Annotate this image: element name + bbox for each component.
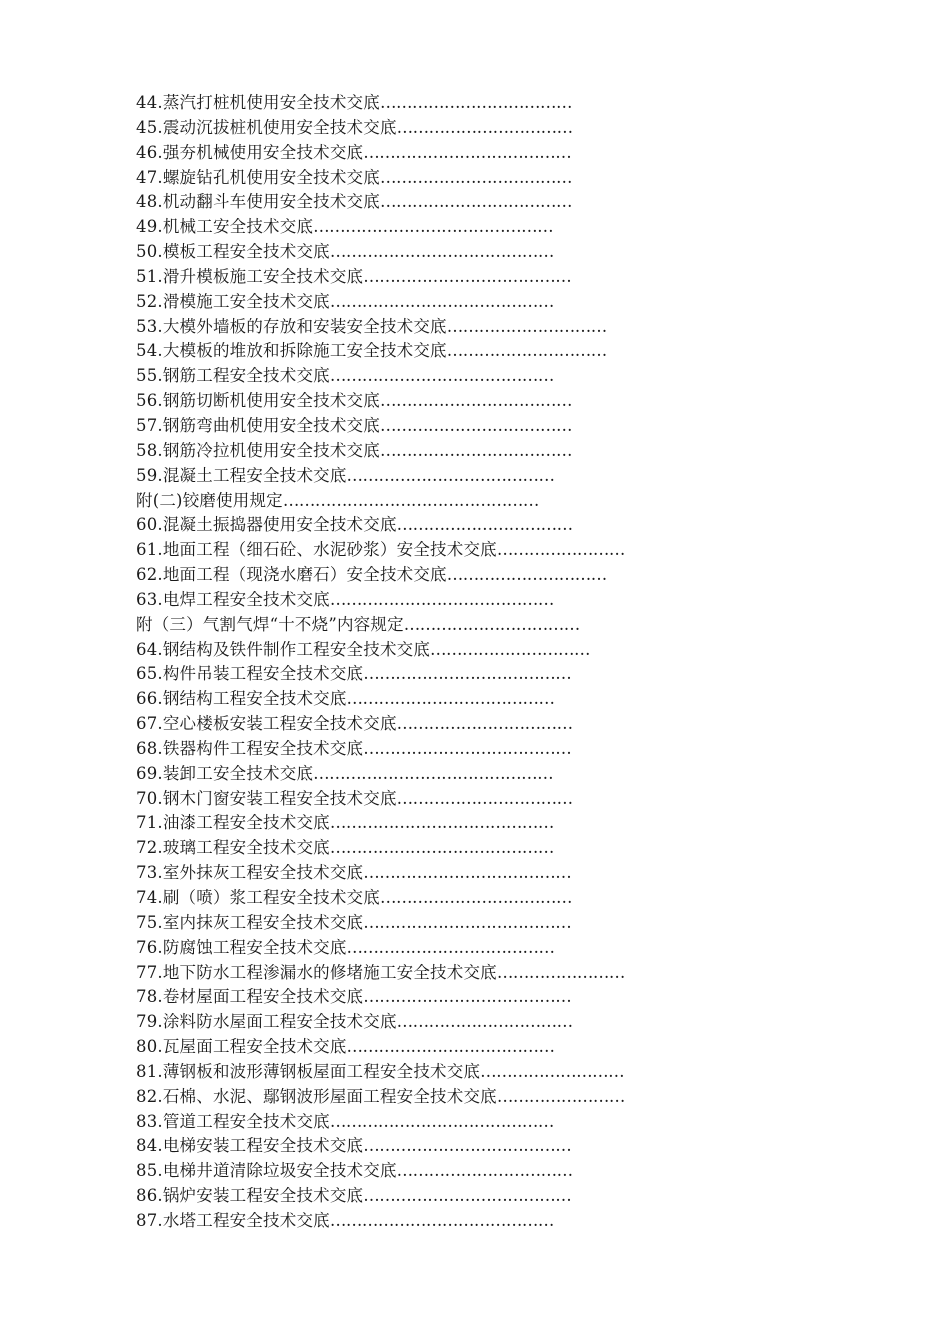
toc-entry-leader: ……………………………… [379,93,572,112]
toc-entry-title: 69.装卸工安全技术交底 [136,763,314,783]
toc-entry-leader: ………………………………… [363,664,572,684]
toc-entry [136,886,676,911]
toc-entry-title: 72.玻璃工程安全技术交底 [136,838,330,858]
toc-entry [136,389,676,414]
toc-entry-leader: …………………………… [396,117,573,137]
toc-entry-title: 77.地下防水工程渗漏水的修堵施工安全技术交底 [136,962,497,982]
toc-entry-title: 67.空心楼板安装工程安全技术交底 [136,714,397,734]
toc-entry-leader: …………………………… [396,515,573,535]
toc-entry [136,1110,676,1135]
toc-entry-title: 62.地面工程（现浇水磨石）安全技术交底 [136,565,447,585]
toc-entry-leader: ……………………………… [379,167,572,187]
toc-entry [136,911,676,936]
toc-entry-title: 63.电焊工程安全技术交底 [136,589,330,609]
toc-entry-title: 80.瓦屋面工程安全技术交底 [136,1037,347,1057]
toc-entry-title: 52.滑模施工安全技术交底 [136,291,330,311]
toc-entry-leader: …………………………… [396,1012,573,1032]
toc-entry-title: 48.机动翻斗车使用安全技术交底 [136,192,380,212]
toc-entry-title: 87.水塔工程安全技术交底 [136,1210,330,1230]
toc-entry-leader: ………………………… [446,565,607,585]
toc-entry [136,439,676,464]
toc-entry-title: 46.强夯机械使用安全技术交底 [136,142,364,162]
toc-entry [136,190,676,215]
table-of-contents [136,91,676,1234]
toc-entry-title: 58.钢筋冷拉机使用安全技术交底 [136,440,380,460]
toc-entry-leader: ………………………………… [363,1186,572,1206]
toc-entry-leader: …………………………… [396,788,573,808]
toc-entry-title: 76.防腐蚀工程安全技术交底 [136,937,347,957]
toc-entry-title: 49.机械工安全技术交底 [136,217,314,237]
toc-entry-title: 55.钢筋工程安全技术交底 [136,366,330,386]
toc-entry-title: 71.油漆工程安全技术交底 [136,813,330,833]
toc-entry-title: 64.钢结构及铁件制作工程安全技术交底 [136,639,431,659]
toc-entry [136,489,676,514]
toc-entry-leader: ………………………………… [346,1037,555,1057]
toc-entry-leader: …………………… [496,540,625,560]
toc-entry-title: 54.大模板的堆放和拆除施工安全技术交底 [136,341,447,361]
toc-entry-leader: ……………………… [480,1061,625,1081]
toc-entry-leader: ……………………………………… [313,217,554,237]
toc-entry [136,1010,676,1035]
toc-entry-leader: …………………… [496,962,625,982]
toc-entry [136,613,676,638]
toc-entry-title: 68.铁器构件工程安全技术交底 [136,738,364,758]
toc-entry [136,1060,676,1085]
toc-entry-leader: ………………………… [446,316,607,336]
toc-entry-leader: ……………………………………… [313,763,554,783]
toc-entry-leader: ………………………………… [346,937,555,957]
toc-entry-leader: ………………………………… [346,689,555,709]
toc-entry-title: 47.螺旋钻孔机使用安全技术交底 [136,167,380,187]
toc-entry [136,290,676,315]
toc-entry [136,1159,676,1184]
toc-entry [136,1134,676,1159]
toc-entry-leader: ………………………………… [363,266,572,286]
toc-entry-title: 78.卷材屋面工程安全技术交底 [136,987,364,1007]
toc-entry [136,588,676,613]
toc-entry [136,762,676,787]
toc-entry-leader: …………………………… [403,614,580,634]
toc-entry-leader: …………………………………… [329,838,554,858]
toc-entry-title: 66.钢结构工程安全技术交底 [136,689,347,709]
toc-entry-leader: …………………………………… [329,589,554,609]
toc-entry [136,861,676,886]
toc-entry-leader: …………………………… [396,714,573,734]
toc-entry [136,116,676,141]
toc-entry-title: 59.混凝土工程安全技术交底 [136,465,347,485]
toc-entry-title: 60.混凝土振捣器使用安全技术交底 [136,515,397,535]
toc-entry [136,961,676,986]
toc-entry-title: 61.地面工程（细石砼、水泥砂浆）安全技术交底 [136,540,497,560]
toc-entry [136,1209,676,1234]
toc-entry [136,737,676,762]
toc-entry-title: 70.钢木门窗安装工程安全技术交底 [136,788,397,808]
toc-entry-title: 44.蒸汽打桩机使用安全技术交底 [136,93,380,112]
toc-entry-leader: …………………………… [396,1161,573,1181]
toc-entry [136,464,676,489]
toc-entry-leader: ………………………………………… [282,490,539,510]
toc-entry [136,240,676,265]
toc-entry-title: 51.滑升模板施工安全技术交底 [136,266,364,286]
toc-entry-title: 74.刷（喷）浆工程安全技术交底 [136,888,380,907]
toc-entry [136,215,676,240]
toc-entry-title: 56.钢筋切断机使用安全技术交底 [136,391,380,411]
toc-entry [136,364,676,389]
toc-entry [136,712,676,737]
toc-entry [136,265,676,290]
toc-entry-leader: …………………………………… [329,366,554,386]
toc-entry [136,638,676,663]
toc-entry-title: 82.石棉、水泥、鄢钢波形屋面工程安全技术交底 [136,1086,497,1106]
toc-entry [136,339,676,364]
toc-entry [136,414,676,439]
toc-entry [136,91,676,116]
toc-entry [136,315,676,340]
toc-entry-leader: …………………… [496,1086,625,1106]
toc-entry-leader: ………………………………… [363,912,572,932]
toc-entry [136,1184,676,1209]
toc-entry-title: 附（三）气割气焊“十不烧”内容规定 [136,614,404,634]
toc-entry-leader: ……………………………… [379,440,572,460]
toc-entry-leader: …………………………………… [329,1210,554,1230]
toc-entry [136,1035,676,1060]
toc-entry [136,836,676,861]
toc-entry-leader: ……………………………… [379,192,572,212]
toc-entry-title: 81.薄钢板和波形薄钢板屋面工程安全技术交底 [136,1061,481,1081]
toc-entry-title: 53.大模外墙板的存放和安装安全技术交底 [136,316,447,336]
toc-entry-title: 73.室外抹灰工程安全技术交底 [136,863,364,883]
toc-entry-leader: ……………………………… [379,415,572,435]
toc-entry-leader: ………………………………… [363,738,572,758]
toc-entry-leader: …………………………………… [329,813,554,833]
toc-entry [136,538,676,563]
toc-entry-title: 85.电梯井道清除垃圾安全技术交底 [136,1161,397,1181]
toc-entry-title: 45.震动沉拔桩机使用安全技术交底 [136,117,397,137]
toc-entry-leader: …………………………………… [329,291,554,311]
toc-entry-leader: …………………………………… [329,1111,554,1131]
toc-entry-leader: ……………………………… [379,391,572,411]
toc-entry-title: 79.涂料防水屋面工程安全技术交底 [136,1012,397,1032]
toc-entry [136,141,676,166]
toc-entry-leader: ……………………………… [379,888,572,907]
toc-entry [136,513,676,538]
toc-entry-title: 75.室内抹灰工程安全技术交底 [136,912,364,932]
toc-entry-title: 65.构件吊装工程安全技术交底 [136,664,364,684]
toc-entry-leader: ………………………………… [346,465,555,485]
toc-entry [136,687,676,712]
toc-entry-leader: ………………………………… [363,863,572,883]
toc-entry-title: 84.电梯安装工程安全技术交底 [136,1136,364,1156]
toc-entry [136,563,676,588]
toc-entry-leader: ………………………………… [363,142,572,162]
toc-entry-title: 86.锅炉安装工程安全技术交底 [136,1186,364,1206]
toc-entry-leader: ………………………………… [363,1136,572,1156]
toc-entry [136,1085,676,1110]
toc-entry [136,166,676,191]
toc-entry [136,811,676,836]
toc-entry-title: 附(二)铰磨使用规定 [136,490,283,510]
toc-entry [136,662,676,687]
toc-entry [136,985,676,1010]
toc-entry-title: 57.钢筋弯曲机使用安全技术交底 [136,415,380,435]
toc-entry [136,936,676,961]
toc-entry-leader: ………………………………… [363,987,572,1007]
toc-entry [136,787,676,812]
toc-entry-title: 83.管道工程安全技术交底 [136,1111,330,1131]
toc-entry-leader: ………………………… [446,341,607,361]
toc-entry-leader: ………………………… [430,639,591,659]
toc-entry-title: 50.模板工程安全技术交底 [136,242,330,262]
toc-entry-leader: …………………………………… [329,242,554,262]
